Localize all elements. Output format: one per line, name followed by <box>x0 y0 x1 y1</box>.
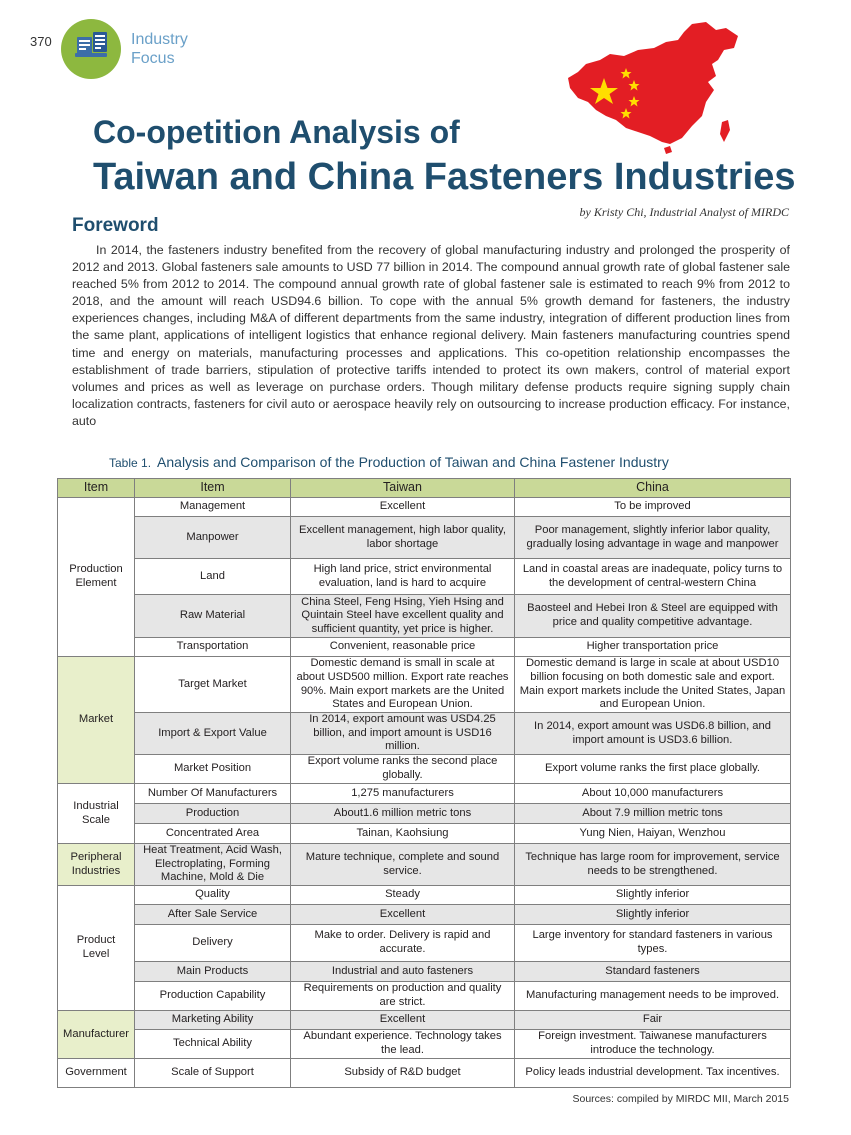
item-cell: Production <box>135 804 291 824</box>
table-row <box>58 517 791 559</box>
item-cell: Production Capability <box>135 982 291 1011</box>
item-cell: Quality <box>135 886 291 905</box>
foreword-body: In 2014, the fasteners industry benefited from the recovery of global manufacturing industry and prolonged the prosperity of 2012 and 2013. Global fasteners sale amounts to USD 77 billion in 2014. The compound annual growth rate of global fastener sale reached 5% from 2012 to 2014. The compound annual growth rate of global fastener sale is estimated to reach 9% from 2012 to 2018, and the amount will reach USD94.6 billion. To cope with the annual 5% growth demand for fasteners, the industry experiences changes, including M&A of different departments from the same industry, integration of different production lines from the same plant, applications of intelligent logistics that enhance regional delivery. Main fasteners manufacturing countries spend time and energy on materials, manufacturing processes and applications. This co-opetition relationship encompasses the establishment of trade barriers, stipulation of protective tariffs intended to protect its own makers, control of material export volumes and prices as well as leverage on purchase orders. Though military defense products require signing supply chain localization contracts, fasteners for civil auto or aerospace heavily rely on outsourcing to increase production efficacy. For instance, auto <box>72 243 790 428</box>
china-cell: About 10,000 manufacturers <box>515 784 791 804</box>
china-cell: Foreign investment. Taiwanese manufacturers introduce the technology. <box>515 1030 791 1059</box>
taiwan-cell: In 2014, export amount was USD4.25 billion, and import amount is USD16 million. <box>291 713 515 755</box>
header-cell: Item <box>58 479 135 498</box>
table-row <box>58 804 791 824</box>
taiwan-cell: Excellent <box>291 498 515 517</box>
taiwan-cell: Make to order. Delivery is rapid and accurate. <box>291 925 515 962</box>
comparison-table <box>57 478 791 1088</box>
item-cell: Main Products <box>135 962 291 982</box>
table-row <box>58 925 791 962</box>
taiwan-cell: Mature technique, complete and sound service. <box>291 844 515 886</box>
group-cell-industrial: Industrial Scale <box>58 784 135 844</box>
china-cell: About 7.9 million metric tons <box>515 804 791 824</box>
item-cell: Market Position <box>135 755 291 784</box>
china-cell: Fair <box>515 1011 791 1030</box>
china-cell: Technique has large room for improvement, service needs to be strengthened. <box>515 844 791 886</box>
table-row <box>58 1059 791 1088</box>
title-line1: Co-opetition Analysis of <box>93 114 460 150</box>
taiwan-cell: Tainan, Kaohsiung <box>291 824 515 844</box>
table-row <box>58 595 791 638</box>
group-cell-government: Government <box>58 1059 135 1088</box>
page-number: 370 <box>30 34 52 49</box>
item-cell: Number Of Manufacturers <box>135 784 291 804</box>
item-cell: Technical Ability <box>135 1030 291 1059</box>
table-row <box>58 784 791 804</box>
header-cell: Taiwan <box>291 479 515 498</box>
taiwan-cell: China Steel, Feng Hsing, Yieh Hsing and Quintain Steel have excellent quality and sufficient quantity, yet price is higher. <box>291 595 515 638</box>
item-cell: Delivery <box>135 925 291 962</box>
taiwan-cell: Domestic demand is small in scale at about USD500 million. Export rate reaches 90%. Main export markets are the United States and European Union. <box>291 657 515 713</box>
china-cell: Baosteel and Hebei Iron & Steel are equipped with price and quality competitive advantage. <box>515 595 791 638</box>
china-cell: To be improved <box>515 498 791 517</box>
taiwan-cell: Export volume ranks the second place globally. <box>291 755 515 784</box>
china-cell: Higher transportation price <box>515 638 791 657</box>
group-cell-manufacturer: Manufacturer <box>58 1011 135 1059</box>
item-cell: Heat Treatment, Acid Wash, Electroplating, Forming Machine, Mold & Die <box>135 844 291 886</box>
table-row <box>58 1030 791 1059</box>
section-label <box>131 30 188 68</box>
section-label-line2: Focus <box>131 50 175 67</box>
sources-note: Sources: compiled by MIRDC MII, March 2015 <box>572 1093 789 1105</box>
china-cell: Policy leads industrial development. Tax incentives. <box>515 1059 791 1088</box>
item-cell: Manpower <box>135 517 291 559</box>
item-cell: Transportation <box>135 638 291 657</box>
item-cell: After Sale Service <box>135 905 291 925</box>
item-cell: Marketing Ability <box>135 1011 291 1030</box>
item-cell: Management <box>135 498 291 517</box>
table-row <box>58 713 791 755</box>
china-cell: Land in coastal areas are inadequate, policy turns to the development of central-western China <box>515 559 791 595</box>
table-header-row <box>58 479 791 498</box>
taiwan-cell: High land price, strict environmental evaluation, land is hard to acquire <box>291 559 515 595</box>
header-cell: Item <box>135 479 291 498</box>
table-row <box>58 755 791 784</box>
table-row <box>58 905 791 925</box>
item-cell: Target Market <box>135 657 291 713</box>
byline: by Kristy Chi, Industrial Analyst of MIRDC <box>579 205 789 219</box>
china-cell: Yung Nien, Haiyan, Wenzhou <box>515 824 791 844</box>
industry-focus-logo-icon <box>61 19 121 79</box>
section-label-line1: Industry <box>131 31 188 48</box>
table-row <box>58 982 791 1011</box>
table-caption-number: Table 1. <box>109 456 152 470</box>
table-row <box>58 844 791 886</box>
taiwan-cell: Abundant experience. Technology takes the lead. <box>291 1030 515 1059</box>
group-cell-market: Market <box>58 657 135 784</box>
group-cell-peripheral: Peripheral Industries <box>58 844 135 886</box>
item-cell: Scale of Support <box>135 1059 291 1088</box>
group-cell-product: Product Level <box>58 886 135 1011</box>
table-row <box>58 638 791 657</box>
china-cell: Poor management, slightly inferior labor quality, gradually losing advantage in wage and manpower <box>515 517 791 559</box>
taiwan-cell: Requirements on production and quality are strict. <box>291 982 515 1011</box>
china-cell: Slightly inferior <box>515 886 791 905</box>
foreword-heading: Foreword <box>72 215 159 236</box>
table-row <box>58 657 791 713</box>
table-caption-title: Analysis and Comparison of the Production of Taiwan and China Fastener Industry <box>157 454 669 470</box>
table-row <box>58 559 791 595</box>
table-row <box>58 498 791 517</box>
taiwan-cell: Excellent <box>291 905 515 925</box>
taiwan-cell: Subsidy of R&D budget <box>291 1059 515 1088</box>
taiwan-cell: Convenient, reasonable price <box>291 638 515 657</box>
china-cell: Standard fasteners <box>515 962 791 982</box>
item-cell: Concentrated Area <box>135 824 291 844</box>
title-line2: Taiwan and China Fasteners Industries <box>93 156 796 198</box>
china-cell: Export volume ranks the first place globally. <box>515 755 791 784</box>
header-cell: China <box>515 479 791 498</box>
table-row <box>58 962 791 982</box>
china-cell: Manufacturing management needs to be improved. <box>515 982 791 1011</box>
taiwan-cell: Steady <box>291 886 515 905</box>
item-cell: Land <box>135 559 291 595</box>
taiwan-cell: Industrial and auto fasteners <box>291 962 515 982</box>
table-row <box>58 1011 791 1030</box>
taiwan-cell: Excellent <box>291 1011 515 1030</box>
china-cell: Slightly inferior <box>515 905 791 925</box>
taiwan-cell: About1.6 million metric tons <box>291 804 515 824</box>
table-row <box>58 886 791 905</box>
item-cell: Raw Material <box>135 595 291 638</box>
table-row <box>58 824 791 844</box>
china-cell: Large inventory for standard fasteners in various types. <box>515 925 791 962</box>
china-cell: Domestic demand is large in scale at about USD10 billion focusing on both domestic sale and export. Main export markets include the United States, Japan and European Union. <box>515 657 791 713</box>
table-caption <box>109 454 669 470</box>
group-cell-production: Production Element <box>58 498 135 657</box>
china-cell: In 2014, export amount was USD6.8 billion, and import amount is USD3.6 billion. <box>515 713 791 755</box>
taiwan-cell: 1,275 manufacturers <box>291 784 515 804</box>
item-cell: Import & Export Value <box>135 713 291 755</box>
china-map-flag-icon <box>566 20 742 158</box>
taiwan-cell: Excellent management, high labor quality, labor shortage <box>291 517 515 559</box>
